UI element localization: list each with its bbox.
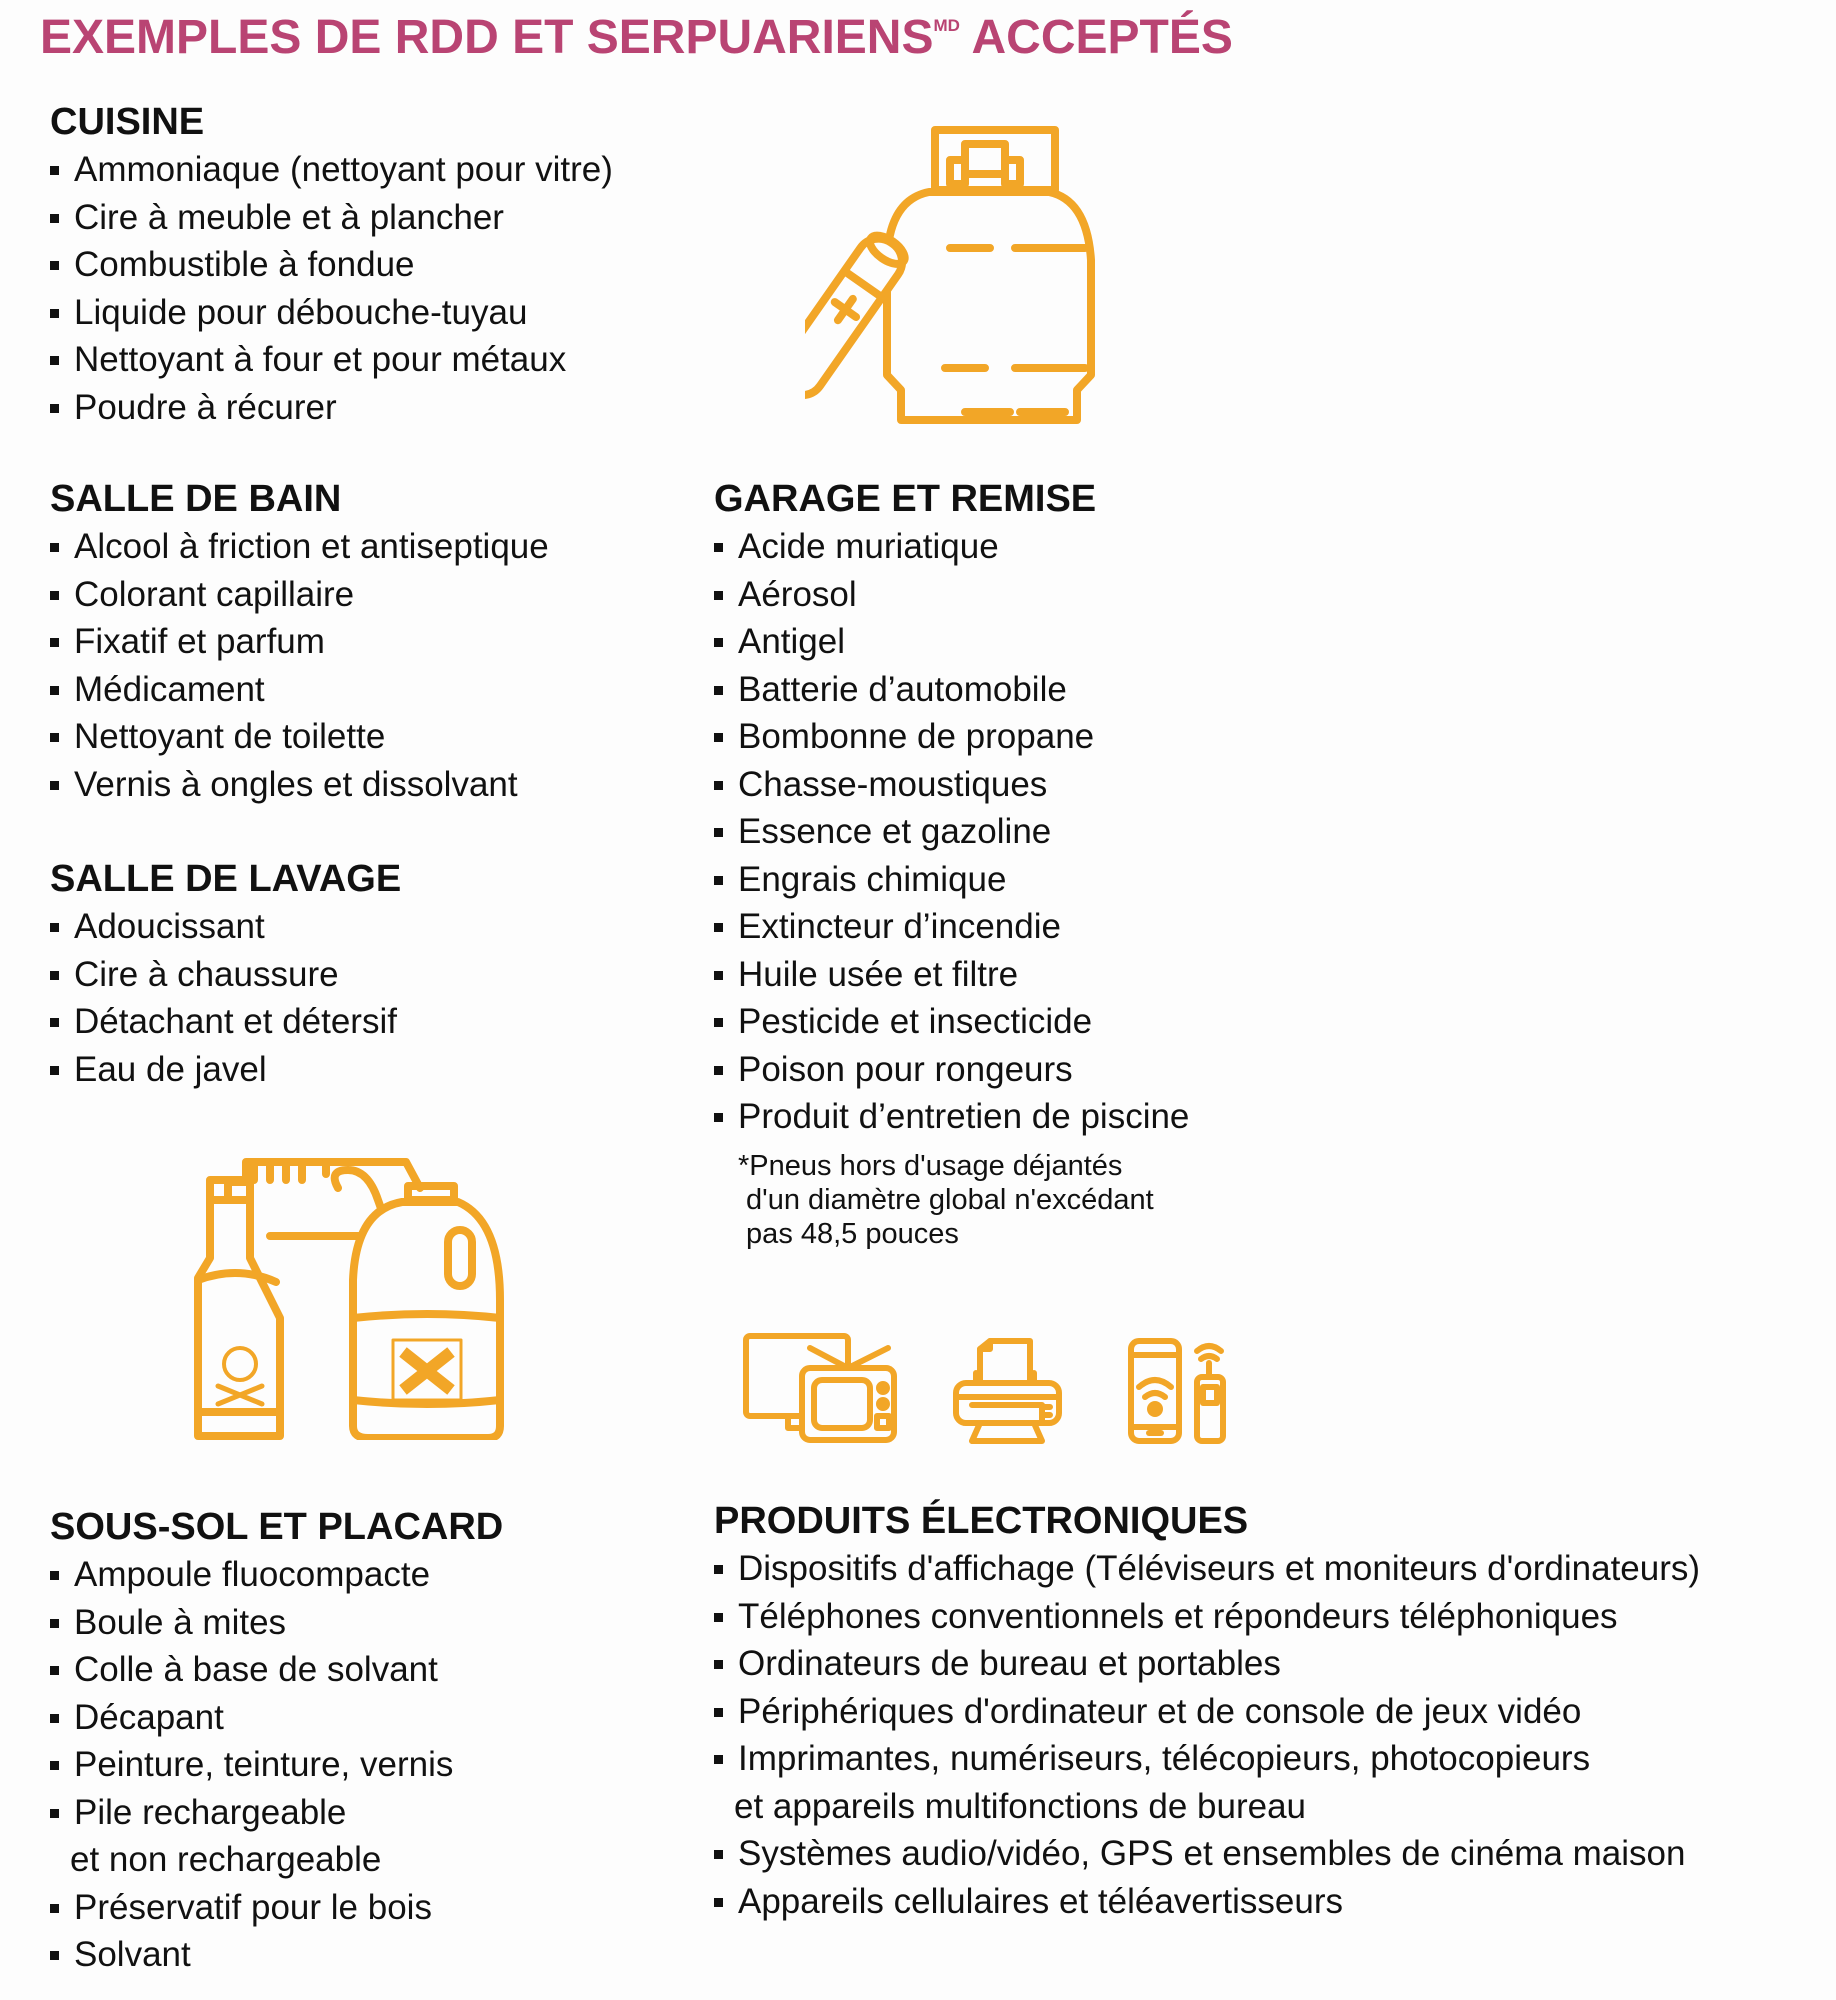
section-heading: CUISINE [50, 101, 205, 143]
list-item: Périphériques d'ordinateur et de console de jeux vidéo [714, 1688, 1700, 1736]
list-item: Colle à base de solvant [50, 1646, 503, 1694]
item-list [50, 523, 549, 808]
printer-icon [950, 1335, 1065, 1445]
list-item: Poison pour rongeurs [714, 1046, 1189, 1094]
list-item: Chasse-moustiques [714, 761, 1189, 809]
list-item: Antigel [714, 618, 1189, 666]
list-item: Combustible à fondue [50, 241, 613, 289]
item-list [50, 1551, 503, 1979]
list-item: Liquide pour débouche-tuyau [50, 289, 613, 337]
list-item: Acide muriatique [714, 523, 1189, 571]
list-item-continuation: et appareils multifonctions de bureau [734, 1786, 1307, 1826]
section-heading: PRODUITS ÉLECTRONIQUES [714, 1500, 1249, 1542]
tires-note: *Pneus hors d'usage déjantés d'un diamètre global n'excédant pas 48,5 pouces [738, 1149, 1154, 1250]
chemical-bottles-icon [188, 1140, 510, 1440]
list-item: Produit d’entretien de piscine [714, 1093, 1189, 1141]
page-title: EXEMPLES DE RDD ET $SERPUARIENS^{MD}$ ACCEPTÉS [40, 11, 1233, 64]
list-item: Décapant [50, 1694, 503, 1742]
section-cuisine [50, 98, 613, 431]
list-item [50, 1789, 503, 1884]
phone-pager-icon [1125, 1335, 1240, 1450]
list-item: Cire à chaussure [50, 951, 401, 999]
list-item: Solvant [50, 1931, 503, 1979]
propane-battery-icon [805, 120, 1095, 430]
list-item-text: Pile rechargeable [74, 1792, 347, 1832]
list-item: Alcool à friction et antiseptique [50, 523, 549, 571]
section-heading: SALLE DE LAVAGE [50, 858, 402, 900]
list-item: Détachant et détersif [50, 998, 401, 1046]
list-item: Dispositifs d'affichage (Téléviseurs et moniteurs d'ordinateurs) [714, 1545, 1700, 1593]
list-item: Ampoule fluocompacte [50, 1551, 503, 1599]
list-item-continuation: et non rechargeable [70, 1840, 382, 1879]
list-item: Cire à meuble et à plancher [50, 194, 613, 242]
list-item: Nettoyant à four et pour métaux [50, 336, 613, 384]
list-item-text: Imprimantes, numériseurs, télécopieurs, photocopieurs [738, 1739, 1591, 1778]
item-list [714, 523, 1189, 1141]
list-item: Batterie d’automobile [714, 666, 1189, 714]
section-garage-et-remise [714, 475, 1189, 1251]
list-item: Bombonne de propane [714, 713, 1189, 761]
list-item: Vernis à ongles et dissolvant [50, 761, 549, 809]
section-salle-de-lavage [50, 855, 401, 1093]
trademark-md: MD [933, 16, 960, 35]
section-heading: GARAGE ET REMISE [714, 478, 1097, 520]
item-list [714, 1545, 1700, 1925]
section-heading: SOUS-SOL ET PLACARD [50, 1506, 504, 1548]
list-item: Nettoyant de toilette [50, 713, 549, 761]
list-item: Téléphones conventionnels et répondeurs téléphoniques [714, 1593, 1700, 1641]
list-item: Engrais chimique [714, 856, 1189, 904]
item-list [50, 903, 401, 1093]
section-salle-de-bain [50, 475, 549, 808]
list-item: Aérosol [714, 571, 1189, 619]
list-item: Eau de javel [50, 1046, 401, 1094]
list-item: Ammoniaque (nettoyant pour vitre) [50, 146, 613, 194]
list-item: Boule à mites [50, 1599, 503, 1647]
list-item: Extincteur d’incendie [714, 903, 1189, 951]
list-item: Préservatif pour le bois [50, 1884, 503, 1932]
tv-monitor-icon [740, 1330, 900, 1445]
list-item: Ordinateurs de bureau et portables [714, 1640, 1700, 1688]
list-item: Systèmes audio/vidéo, GPS et ensembles de cinéma maison [714, 1830, 1700, 1878]
list-item: Fixatif et parfum [50, 618, 549, 666]
list-item: Poudre à récurer [50, 384, 613, 432]
section-sous-sol-et-placard [50, 1503, 503, 1979]
list-item: Colorant capillaire [50, 571, 549, 619]
list-item: Adoucissant [50, 903, 401, 951]
list-item: Pesticide et insecticide [714, 998, 1189, 1046]
list-item [714, 1735, 1700, 1830]
list-item: Médicament [50, 666, 549, 714]
list-item: Appareils cellulaires et téléavertisseurs [714, 1878, 1700, 1926]
list-item: Essence et gazoline [714, 808, 1189, 856]
list-item: Peinture, teinture, vernis [50, 1741, 503, 1789]
item-list [50, 146, 613, 431]
list-item: Huile usée et filtre [714, 951, 1189, 999]
section-produits-electroniques [714, 1497, 1700, 1925]
section-heading: SALLE DE BAIN [50, 478, 342, 520]
